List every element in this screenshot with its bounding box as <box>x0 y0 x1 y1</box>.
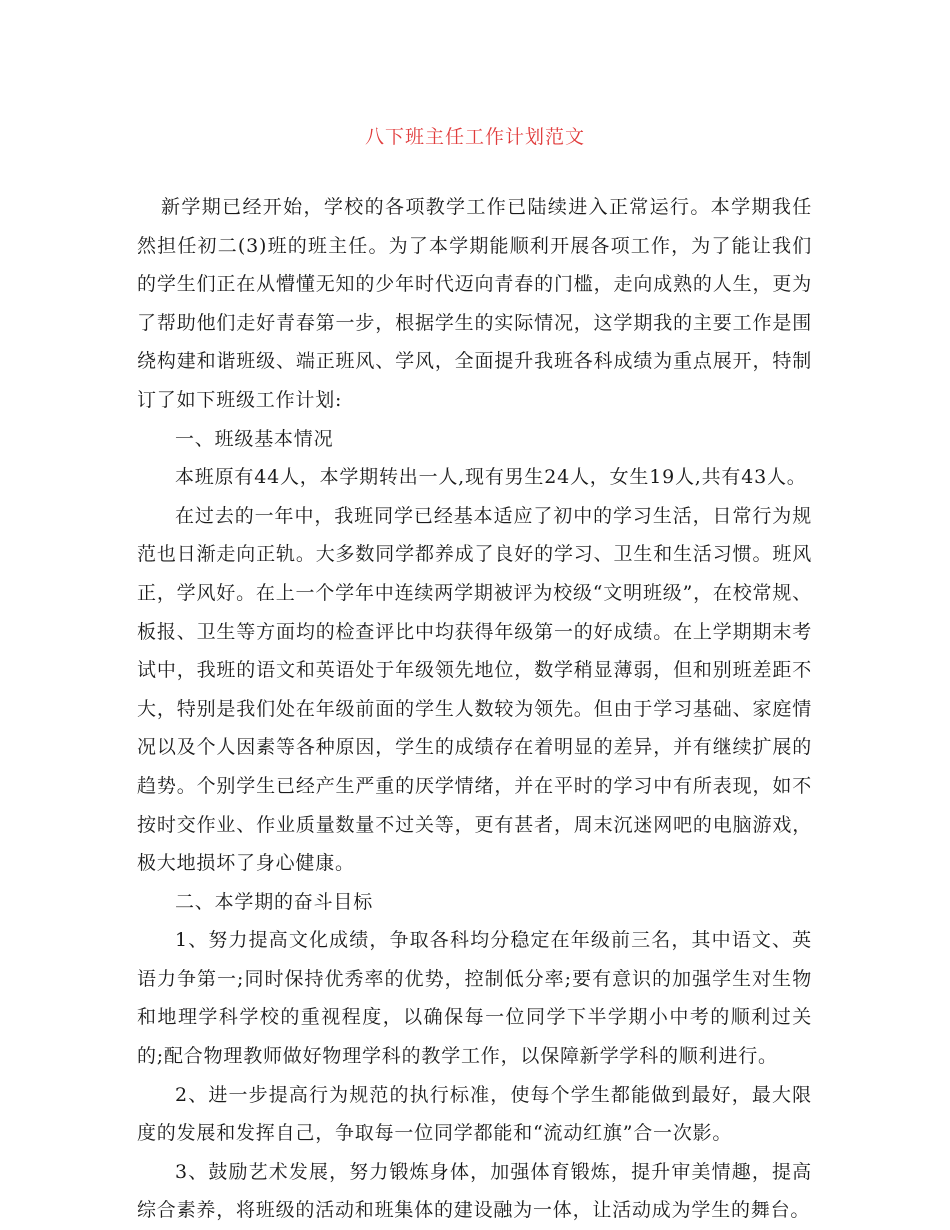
goal-item-2: 2、进一步提高行为规范的执行标准，使每个学生都能做到最好，最大限度的发展和发挥自己，争取每一位同学都能和“流动红旗”合一次影。 <box>137 1083 812 1145</box>
class-situation-paragraph: 在过去的一年中，我班同学已经基本适应了初中的学习生活，日常行为规范也日渐走向正轨。大多数同学都养成了良好的学习、卫生和生活习惯。班风正，学风好。在上一个学年中连续两学期被评为校级“文明班级”，在校常规、板报、卫生等方面均的检查评比中均获得年级第一的好成绩。在上学期期末考试中，我班的语文和英语处于年级领先地位，数学稍显薄弱，但和别班差距不大，特别是我们处在年级前面的学生人数较为领先。但由于学习基础、家庭情况以及个人因素等各种原因，学生的成绩存在着明显的差异，并有继续扩展的趋势。个别学生已经产生严重的厌学情绪，并在平时的学习中有所表现，如不按时交作业、作业质量数量不过关等，更有甚者，周末沉迷网吧的电脑游戏，极大地损坏了身心健康。 <box>137 504 812 875</box>
class-size-paragraph: 本班原有44人，本学期转出一人,现有男生24人，女生19人,共有43人。 <box>175 466 807 489</box>
document-title: 八下班主任工作计划范文 <box>364 126 585 148</box>
intro-paragraph: 新学期已经开始，学校的各项教学工作已陆续进入正常运行。本学期我任然担任初二(3)班的班主任。为了本学期能顺利开展各项工作，为了能让我们的学生们正在从懵懂无知的少年时代迈向青春的门槛，走向成熟的人生，更为了帮助他们走好青春第一步，根据学生的实际情况，这学期我的主要工作是围绕构建和谐班级、端正班风、学风，全面提升我班各科成绩为重点展开，特制订了如下班级工作计划: <box>137 196 812 411</box>
document-body <box>137 188 812 1230</box>
goal-item-1: 1、努力提高文化成绩，争取各科均分稳定在年级前三名，其中语文、英语力争第一;同时保持优秀率的优势，控制低分率;要有意识的加强学生对生物和地理学科学校的重视程度，以确保每一位同学下半学期小中考的顺利过关的;配合物理教师做好物理学科的教学工作，以保障新学学科的顺利进行。 <box>137 929 812 1068</box>
goal-item-3: 3、鼓励艺术发展，努力锻炼身体，加强体育锻炼，提升审美情趣，提高综合素养，将班级的活动和班集体的建设融为一体，让活动成为学生的舞台。 <box>137 1160 812 1222</box>
section-heading-goals: 二、本学期的奋斗目标 <box>175 890 374 913</box>
section-heading-class-situation: 一、班级基本情况 <box>175 427 334 450</box>
